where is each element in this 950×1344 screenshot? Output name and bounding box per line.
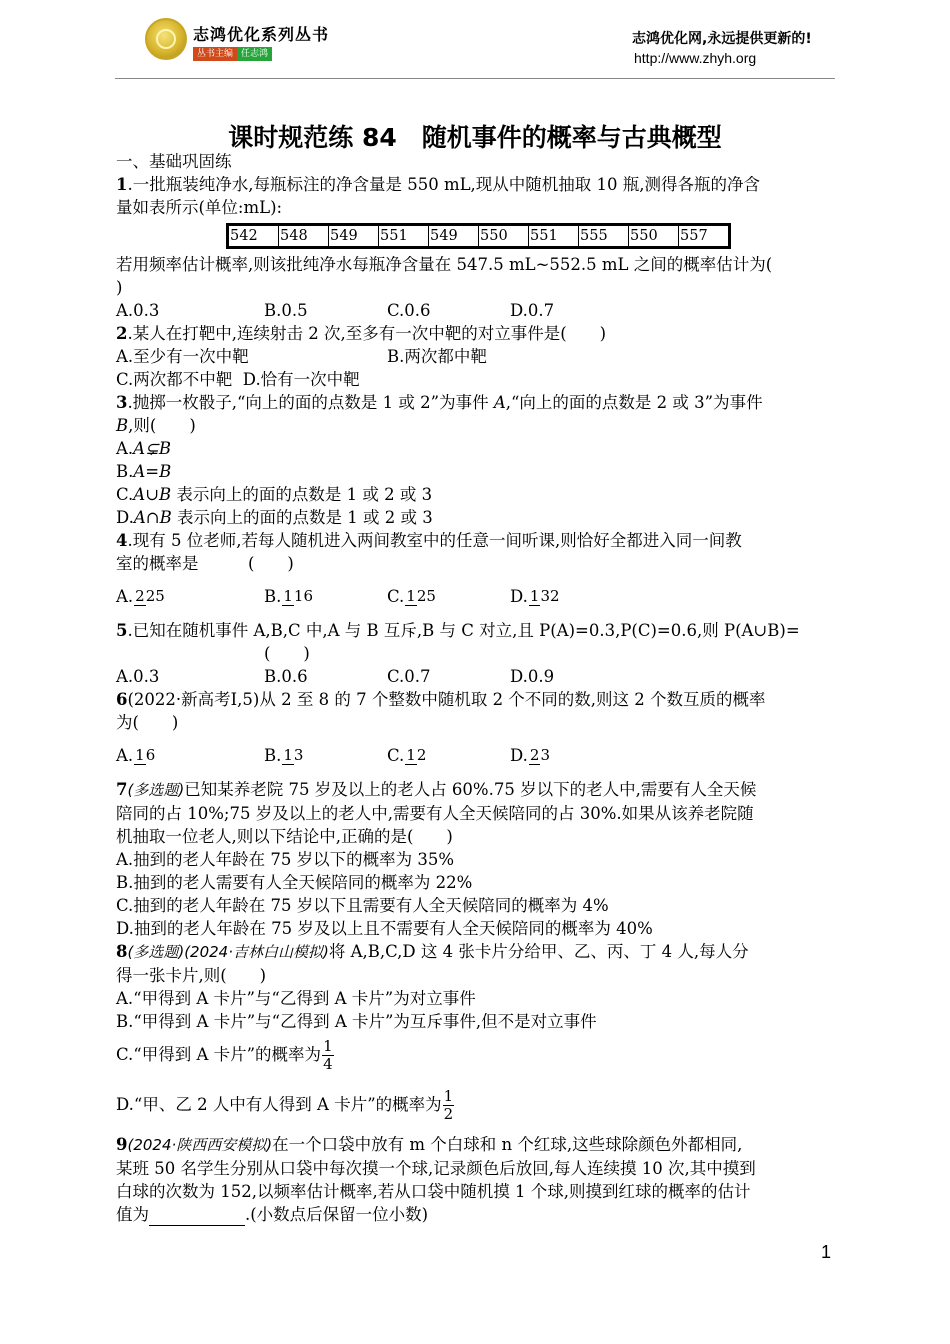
q8-option-d-text: D.“甲、乙 2 人中有人得到 A 卡片”的概率为 <box>116 1095 442 1114</box>
q3-option-a <box>116 437 836 460</box>
question-4 <box>116 529 836 552</box>
q3-var-b: B <box>116 416 129 435</box>
denominator: 32 <box>540 587 560 605</box>
q1-number: 1 <box>116 175 128 194</box>
q7-line2: 陪同的占 10%;75 岁及以上的老人中,需要有人全天候陪同的占 30%.如果从该养老院随 <box>116 804 754 823</box>
numerator: 2 <box>529 746 540 764</box>
q6-source: (2022·新高考Ⅰ,5) <box>127 690 260 709</box>
q4-number: 4 <box>116 531 128 550</box>
q4-line2: 室的概率是 ( ) <box>116 554 294 573</box>
table-row <box>228 225 730 248</box>
denominator: 4 <box>323 1054 333 1073</box>
header-divider <box>115 78 835 79</box>
q6-line2: 为( ) <box>116 713 179 732</box>
q3-stem-3: ,则( ) <box>128 416 196 435</box>
q1-option-a: A.0.3 <box>116 301 160 320</box>
q8-option-c <box>116 1033 836 1077</box>
q3-option-c-text: 表示向上的面的点数是 1 或 2 或 3 <box>171 485 433 504</box>
numerator: 1 <box>135 746 145 764</box>
q8-line1: 将 A,B,C,D 这 4 张卡片分给甲、乙、丙、丁 4 人,每人分 <box>328 942 749 961</box>
q9-line3: 白球的次数为 152,以频率估计概率,若从口袋中随机摸 1 个球,则摸到红球的概率的估计 <box>116 1182 751 1201</box>
page-number: 1 <box>821 1242 832 1262</box>
table-cell: 549 <box>429 225 479 248</box>
q2-options-row1 <box>116 345 836 368</box>
q7-tag: (多选题) <box>127 781 185 799</box>
q5-stem: .已知在随机事件 A,B,C 中,A 与 B 互斥,B 与 C 对立,且 P(A)=0.3,P(C)=0.6,则 P(A∪B)= <box>127 621 800 640</box>
question-2 <box>116 322 836 345</box>
question-1 <box>116 173 836 196</box>
q6-option-a-fraction <box>134 747 155 765</box>
q3-stem-1: .抛掷一枚骰子,“向上的面的点数是 1 或 2”为事件 <box>127 393 494 412</box>
question-8 <box>116 940 836 964</box>
editor-name: 任志鸿 <box>237 47 272 61</box>
table-cell: 550 <box>479 225 529 248</box>
denominator: 3 <box>540 746 550 764</box>
q9-source: (2024·陕西西安模拟) <box>127 1136 273 1154</box>
denominator: 3 <box>293 746 304 764</box>
q7-option-b: B.抽到的老人需要有人全天候陪同的概率为 22% <box>116 873 473 892</box>
question-9 <box>116 1133 836 1157</box>
table-cell: 548 <box>279 225 329 248</box>
numerator: 1 <box>406 587 416 605</box>
q5-option-c: C.0.7 <box>387 667 431 686</box>
q3-var-a: A <box>493 393 506 412</box>
question-6 <box>116 688 836 711</box>
q4-line1: .现有 5 位老师,若每人随机进入两间教室中的任意一间听课,则恰好全都进入同一间教 <box>127 531 742 550</box>
q6-option-b <box>264 734 387 778</box>
q1-line2: 量如表所示(单位:mL): <box>116 198 283 217</box>
q7-line1: 已知某养老院 75 岁及以上的老人占 60%.75 岁以下的老人中,需要有人全天候 <box>184 780 757 799</box>
q4-option-a-fraction <box>134 588 165 606</box>
table-cell: 550 <box>629 225 679 248</box>
q1-data-table <box>226 223 731 249</box>
q4-option-d-fraction <box>529 588 560 606</box>
table-cell: 551 <box>379 225 429 248</box>
q6-option-d-fraction <box>529 747 550 765</box>
q2-option-d: D.恰有一次中靶 <box>242 370 360 389</box>
q4-option-b-fraction <box>282 588 313 606</box>
q5-number: 5 <box>116 621 128 640</box>
denominator: 16 <box>293 587 314 605</box>
q4-option-a <box>116 575 264 619</box>
q3-option-b <box>116 460 836 483</box>
q6-option-a <box>116 734 264 778</box>
q3-option-b-math: A=B <box>133 462 172 481</box>
q2-option-b: B.两次都中靶 <box>387 347 487 366</box>
question-3 <box>116 391 836 414</box>
q1-options <box>116 299 836 322</box>
q6-option-a-label: A. <box>116 746 134 765</box>
numerator: 1 <box>406 746 416 764</box>
q8-option-d <box>116 1083 836 1127</box>
numerator: 1 <box>283 587 293 605</box>
q4-option-b <box>264 575 387 619</box>
q9-line4-suffix: .(小数点后保留一位小数) <box>245 1205 429 1224</box>
q6-options <box>116 734 836 778</box>
q3-number: 3 <box>116 393 128 412</box>
q7-option-d: D.抽到的老人年龄在 75 岁及以上且不需要有人全天候陪同的概率为 40% <box>116 919 653 938</box>
q7-line3: 机抽取一位老人,则以下结论中,正确的是( ) <box>116 827 453 846</box>
q3-stem-2: ,“向上的面的点数是 2 或 3”为事件 <box>505 393 763 412</box>
q6-option-b-fraction <box>282 747 303 765</box>
editor-label: 丛书主编 <box>193 47 237 61</box>
page-header <box>0 0 950 90</box>
numerator: 1 <box>323 1036 333 1055</box>
table-cell: 549 <box>329 225 379 248</box>
q1-line3: 若用频率估计概率,则该批纯净水每瓶净含量在 547.5 mL~552.5 mL 之间的概率估计为( <box>116 255 773 274</box>
q3-stem-line2 <box>116 414 836 437</box>
q5-option-a: A.0.3 <box>116 667 160 686</box>
q1-option-d: D.0.7 <box>510 301 555 320</box>
q6-option-b-label: B. <box>264 746 282 765</box>
q8-option-b: B.“甲得到 A 卡片”与“乙得到 A 卡片”为互斥事件,但不是对立事件 <box>116 1012 597 1031</box>
q9-line4-prefix: 值为 <box>116 1205 149 1224</box>
q8-tag: (多选题) <box>127 943 185 961</box>
section-heading: 一、基础巩固练 <box>116 152 232 171</box>
q7-number: 7 <box>116 780 128 799</box>
q6-option-c <box>387 734 510 778</box>
q3-option-c-math: A∪B <box>133 485 172 504</box>
table-cell: 555 <box>579 225 629 248</box>
q4-option-c-fraction <box>405 588 436 606</box>
q6-option-d <box>510 734 551 778</box>
q6-option-c-fraction <box>405 747 426 765</box>
q4-option-a-label: A. <box>116 587 134 606</box>
q8-source: (2024·吉林白山模拟) <box>184 943 329 961</box>
question-7 <box>116 778 836 802</box>
q9-answer-blank[interactable] <box>149 1208 245 1226</box>
q8-option-a: A.“甲得到 A 卡片”与“乙得到 A 卡片”为对立事件 <box>116 989 476 1008</box>
question-5 <box>116 619 836 642</box>
q3-option-b-label: B. <box>116 462 134 481</box>
denominator: 25 <box>416 587 436 605</box>
numerator: 1 <box>529 587 540 605</box>
q9-line1: 在一个口袋中放有 m 个白球和 n 个红球,这些球除颜色外都相同, <box>272 1135 743 1154</box>
q8-option-d-fraction <box>443 1088 455 1123</box>
denominator: 2 <box>443 1104 454 1123</box>
q5-option-d: D.0.9 <box>510 667 555 686</box>
q2-number: 2 <box>116 324 128 343</box>
q2-stem: .某人在打靶中,连续射击 2 次,至多有一次中靶的对立事件是( ) <box>127 324 607 343</box>
q9-line4 <box>116 1203 836 1226</box>
denominator: 25 <box>145 587 165 605</box>
q3-option-d-math: A∩B <box>133 508 172 527</box>
page-title: 课时规范练 84 随机事件的概率与古典概型 <box>228 123 722 152</box>
q6-line1: 从 2 至 8 的 7 个整数中随机取 2 个不同的数,则这 2 个数互质的概率 <box>259 690 766 709</box>
q8-option-c-fraction <box>322 1038 334 1073</box>
editor-tag <box>193 47 272 61</box>
q9-number: 9 <box>116 1135 128 1154</box>
q4-option-c <box>387 575 510 619</box>
numerator: 1 <box>443 1086 454 1105</box>
q3-option-c <box>116 483 836 506</box>
q3-option-a-math: A⊊B <box>133 439 172 458</box>
q7-option-a: A.抽到的老人年龄在 75 岁以下的概率为 35% <box>116 850 455 869</box>
numerator: 2 <box>135 587 145 605</box>
q2-options-row2 <box>116 368 836 391</box>
q1-line1: .一批瓶装纯净水,每瓶标注的净含量是 550 mL,现从中随机抽取 10 瓶,测得各瓶的净含 <box>127 175 761 194</box>
numerator: 1 <box>283 746 293 764</box>
denominator: 6 <box>145 746 156 764</box>
q5-options <box>116 665 836 688</box>
q3-option-d-label: D. <box>116 508 134 527</box>
q4-options <box>116 575 836 619</box>
table-cell: 557 <box>679 225 730 248</box>
q3-option-a-label: A. <box>116 439 134 458</box>
q3-option-d-text: 表示向上的面的点数是 1 或 2 或 3 <box>171 508 433 527</box>
q7-option-c: C.抽到的老人年龄在 75 岁以下且需要有人全天候陪同的概率为 4% <box>116 896 609 915</box>
exercise-content <box>116 150 836 1226</box>
q6-option-d-label: D. <box>510 746 528 765</box>
series-title: 志鸿优化系列丛书 <box>193 25 330 44</box>
q3-option-c-label: C. <box>116 485 134 504</box>
q1-option-b: B.0.5 <box>264 301 308 320</box>
table-cell: 542 <box>228 225 279 248</box>
q8-line2: 得一张卡片,则( ) <box>116 966 267 985</box>
q8-number: 8 <box>116 942 128 961</box>
q4-option-c-label: C. <box>387 587 405 606</box>
q3-option-d <box>116 506 836 529</box>
denominator: 2 <box>416 746 427 764</box>
q2-option-a: A.至少有一次中靶 <box>116 347 249 366</box>
q8-option-c-text: C.“甲得到 A 卡片”的概率为 <box>116 1045 322 1064</box>
q4-option-b-label: B. <box>264 587 282 606</box>
q5-paren: ( ) <box>264 644 310 663</box>
q1-line4: ) <box>116 278 123 297</box>
header-url[interactable]: http://www.zhyh.org <box>634 50 757 66</box>
q5-option-b: B.0.6 <box>264 667 308 686</box>
q6-number: 6 <box>116 690 128 709</box>
table-cell: 551 <box>529 225 579 248</box>
header-slogan: 志鸿优化网,永远提供更新的! <box>632 31 812 47</box>
q9-line2: 某班 50 名学生分别从口袋中每次摸一个球,记录颜色后放回,每人连续摸 10 次,其中摸到 <box>116 1159 756 1178</box>
q4-option-d <box>510 575 561 619</box>
q4-option-d-label: D. <box>510 587 528 606</box>
q1-option-c: C.0.6 <box>387 301 431 320</box>
q2-option-c: C.两次都不中靶 <box>116 370 233 389</box>
q6-option-c-label: C. <box>387 746 405 765</box>
series-logo-icon <box>145 18 187 60</box>
